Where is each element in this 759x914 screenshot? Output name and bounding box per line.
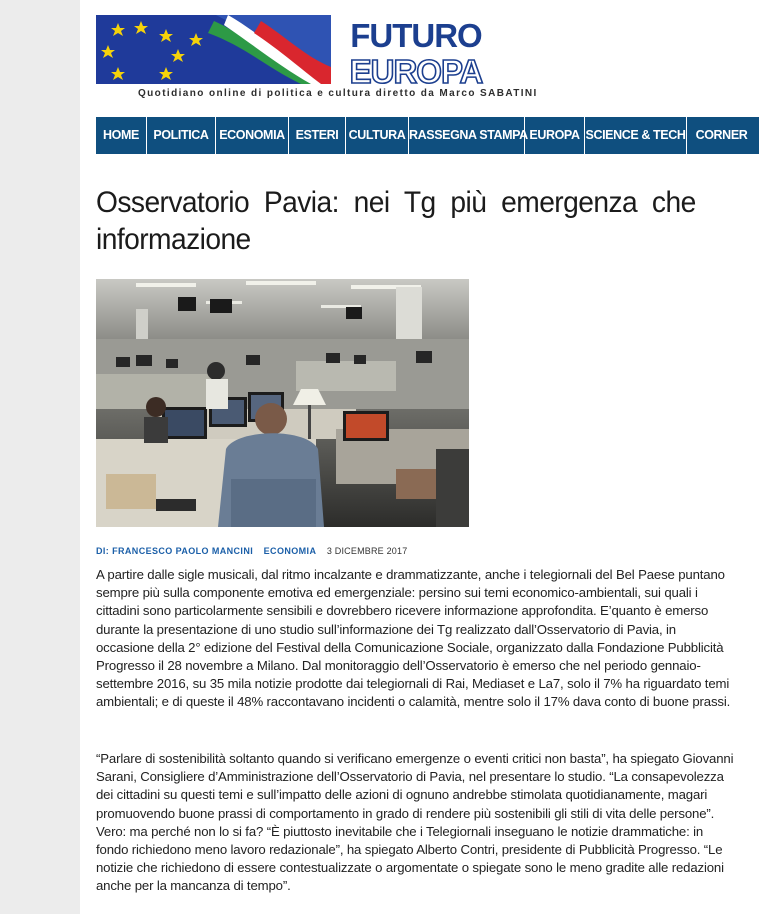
- article-paragraph: “Parlare di sostenibilità soltanto quando si verificano emergenze o eventi critici non basta”, ha spiegato Giovanni Sarani, Consigliere d’Amministrazione dell’Osservatorio di Pavia, nel presentare lo studio. “La consapevolezza dei cittadini su questi temi e sull’impatto delle azioni di ognuno andrebbe stimolata quotidianamente, magari promuovendo buone prassi di comportamento in grado di rendere più sostenibili gli stili di vita delle persone”. Vero: ma perché non lo si fa? “È piuttosto inevitabile che i Telegiornali inseguano le notizie drammatiche: in fondo richiedono meno lavoro redazionale”, ha spiegato Alberto Contri, presidente di Pubblicità Progresso. “Le notizie che richiedono di essere contestualizzate o argomentate o spiegate sono le meno gradite alle redazioni anche per la mancanza di tempo”.: [96, 751, 734, 894]
- main-nav: [96, 117, 759, 154]
- newsroom-photo: [96, 279, 469, 527]
- site-logo[interactable]: [96, 15, 538, 103]
- article-paragraph: A partire dalle sigle musicali, dal ritmo incalzante e drammatizzante, anche i telegiornali del Bel Paese puntano sempre più sulla componente emotiva ed emergenziale: persino sui temi economico-ambientali, sui quali i cittadini sono particolarmente sensibili e dovrebbero ricevere informazione approfondita. E’quanto è emerso durante la presentazione di uno studio sull’informazione dei Tg realizzato dall’Osservatorio di Pavia, in occasione della 2° edizione del Festival della Comunicazione Sociale, organizzato dalla Fondazione Pubblicità Progresso il 28 novembre a Milano. Dal monitoraggio dell’Osservatorio è emerso che nel periodo gennaio-settembre 2016, su 35 mila notizie prodotte dai telegiornali di Rai, Mediaset e La7, solo il 7% ha riguardato temi ambientali; e di queste il 48% raccontavano incidenti o calamità, mentre solo il 17% dava conto di buone prassi.: [96, 567, 731, 710]
- logo-wordmark: [339, 17, 494, 87]
- author-link[interactable]: DI: FRANCESCO PAOLO MANCINI: [96, 546, 254, 556]
- logo-line1: FUTURO: [350, 17, 482, 54]
- site-tagline: Quotidiano online di politica e cultura diretto da Marco SABATINI: [138, 88, 538, 99]
- flag-banner-icon: [96, 15, 331, 84]
- nav-item-rassegna-stampa[interactable]: RASSEGNA STAMPA: [409, 117, 525, 154]
- logo-line2: EUROPA: [349, 53, 483, 87]
- article-title: Osservatorio Pavia: nei Tg più emergenza che informazione: [96, 186, 696, 256]
- nav-item-economia[interactable]: ECONOMIA: [216, 117, 289, 154]
- nav-item-esteri[interactable]: ESTERI: [289, 117, 346, 154]
- article-date: 3 DICEMBRE 2017: [326, 546, 408, 556]
- nav-item-science-tech[interactable]: SCIENCE & TECH: [585, 117, 687, 154]
- left-gutter: [0, 0, 80, 914]
- article-meta: [96, 546, 407, 556]
- nav-item-cultura[interactable]: CULTURA: [346, 117, 409, 154]
- page: [80, 0, 759, 914]
- nav-item-europa[interactable]: EUROPA: [525, 117, 585, 154]
- nav-item-corner[interactable]: CORNER: [695, 128, 748, 142]
- nav-item-home[interactable]: HOME: [96, 117, 147, 154]
- nav-item-politica[interactable]: POLITICA: [147, 117, 216, 154]
- category-link[interactable]: ECONOMIA: [263, 546, 317, 556]
